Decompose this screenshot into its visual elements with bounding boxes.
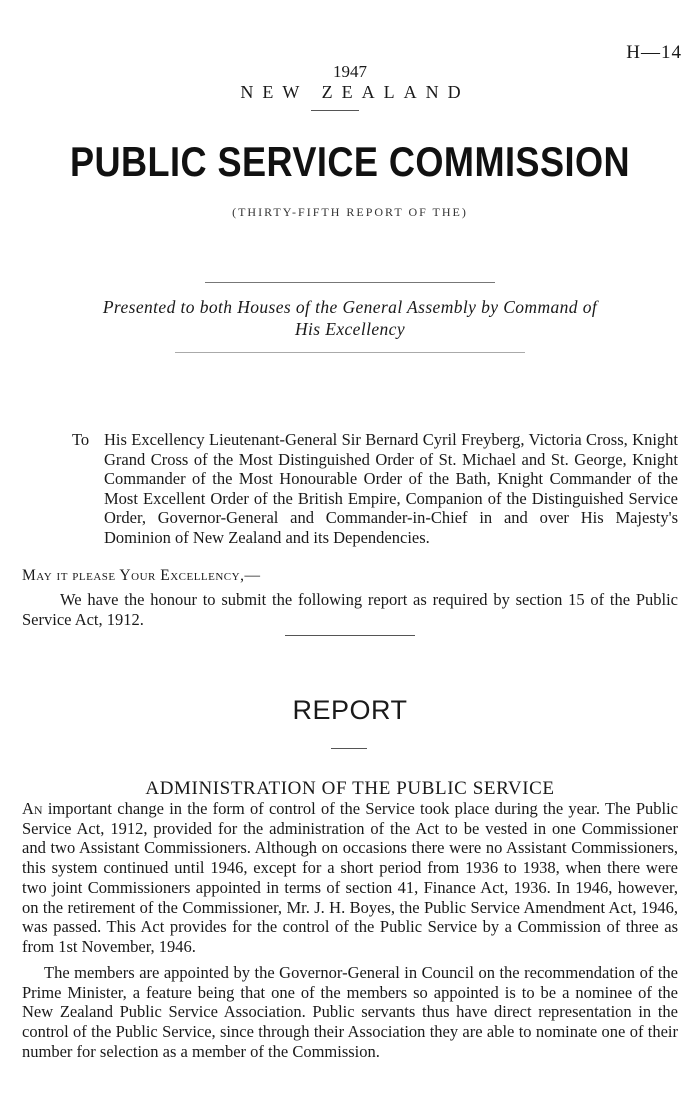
country-heading: NEW ZEALAND: [240, 82, 470, 102]
document-title: PUBLIC SERVICE COMMISSION: [70, 138, 630, 185]
paragraph-lead: An: [22, 799, 43, 818]
page-reference: H—14: [626, 42, 682, 63]
intro-paragraph: We have the honour to submit the following report as required by section 15 of the Public Service Act, 1912.: [22, 590, 678, 629]
document-subtitle: (THIRTY-FIFTH REPORT OF THE): [232, 205, 468, 219]
divider: [205, 282, 495, 283]
report-year: 1947: [333, 62, 367, 81]
body-paragraph: [22, 799, 678, 957]
address-block: His Excellency Lieutenant-General Sir Bernard Cyril Freyberg, Victoria Cross, Knight Grand Cross of the Most Distinguished Order of St. Michael and St. George, Knight Commander of the Most Honourable Order of the Bath, Knight Commander of the Most Excellent Order of the British Empire, Companion of the Distinguished Service Order, Governor-General and Commander-in-Chief in and over His Majesty's Dominion of New Zealand and its Dependencies.: [104, 430, 678, 547]
salutation: May it please Your Excellency,—: [22, 567, 261, 584]
paragraph-text: important change in the form of control of the Service took place during the year. The Public Service Act, 1912, provided for the administration of the Act to be vested in one Commissioner and two Assistant Commissioners. Although on occasions there were no Assistant Commissioners, this system continued until 1946, except for a short period from 1936 to 1938, when there were two joint Commissioners appointed in terms of section 41, Finance Act, 1936. In 1946, however, on the retirement of the Commissioner, Mr. J. H. Boyes, the Public Service Amendment Act, 1946, was passed. This Act provides for the control of the Public Service by a Commission of three as from 1st November, 1946.: [22, 799, 679, 956]
report-heading: REPORT: [292, 695, 408, 725]
presentation-line: His Excellency: [294, 319, 406, 339]
section-heading: ADMINISTRATION OF THE PUBLIC SERVICE: [145, 778, 555, 799]
divider: [311, 110, 359, 111]
divider: [285, 635, 415, 636]
divider: [331, 748, 367, 749]
divider: [175, 352, 525, 353]
body-paragraph: The members are appointed by the Governor-General in Council on the recommendation of the Prime Minister, a feature being that one of the members so appointed is to be a nominee of the New Zealand Public Service Association. Public servants thus have direct representation in the control of the Public Service, since through their Association they are able to nominate one of their number for selection as a member of the Commission.: [22, 963, 678, 1061]
address-to: To: [72, 430, 90, 449]
presentation-line: Presented to both Houses of the General Assembly by Command of: [102, 297, 598, 317]
presentation-note: [60, 296, 640, 340]
